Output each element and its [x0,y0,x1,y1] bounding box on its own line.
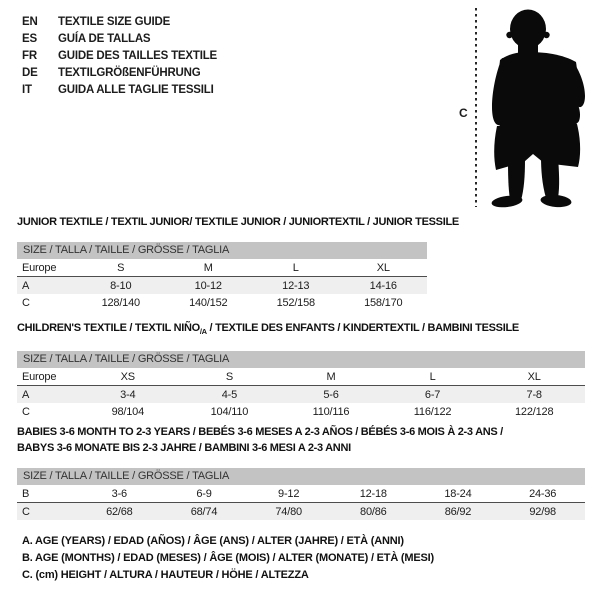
table-cell: 80/86 [360,505,387,518]
table-cell: 4-5 [221,388,238,401]
size-table [17,368,585,420]
table-cell: 24-36 [500,485,585,503]
table-cell: 122/128 [515,405,554,418]
table-title [17,322,585,338]
table-cell: XS [77,368,179,386]
size-header-bar: SIZE / TALLA / TAILLE / GRÖSSE / TAGLIA [17,242,427,259]
table-cell: 3-4 [120,388,136,401]
language-row [22,82,217,99]
table-cell: 9-12 [246,485,331,503]
legend-line-a: A. AGE (YEARS) / EDAD (AÑOS) / ÂGE (ANS) / ALTER (JAHRE) / ETÀ (ANNI) [22,535,404,547]
table-cell: 86/92 [444,505,472,518]
size-header-bar: SIZE / TALLA / TAILLE / GRÖSSE / TAGLIA [17,351,585,368]
table-row [17,277,427,295]
table-cell: 5-6 [323,388,339,401]
language-row [22,65,217,82]
table-title-text: JUNIOR TEXTILE / TEXTIL JUNIOR/ TEXTILE JUNIOR / JUNIORTEXTIL / JUNIOR TESSILE [17,216,459,228]
table-title-text: CHILDREN'S TEXTILE / TEXTIL NIÑO [17,322,200,334]
table-cell: 158/170 [364,296,403,309]
table-cell: XL [483,368,585,386]
row-label: C [22,505,30,518]
row-label: C [22,296,30,309]
table-cell: 140/152 [189,296,228,309]
language-code: FR [22,50,37,62]
table-cell: 8-10 [110,279,132,292]
legend-line-b: B. AGE (MONTHS) / EDAD (MESES) / ÂGE (MOIS) / ALTER (MONATE) / ETÀ (MESI) [22,552,434,564]
size-table [17,485,585,520]
table-row [17,503,585,521]
table-cell: M [165,259,253,277]
language-title: TEXTILE SIZE GUIDE [58,16,171,28]
table-cell: 92/98 [529,505,556,518]
table-cell: 6-9 [162,485,247,503]
table-cell: L [252,259,340,277]
table-cell: 68/74 [190,505,218,518]
table-cell: 14-16 [369,279,397,292]
table-cell: 128/140 [101,296,140,309]
table-cell: 12-18 [331,485,416,503]
table-cell: 3-6 [77,485,162,503]
table-cell: XL [340,259,428,277]
table-cell: 12-13 [282,279,310,292]
table-cell: 62/68 [106,505,133,518]
table-cell: 152/158 [276,296,315,309]
table-cell: 10-12 [194,279,222,292]
row-label: A [22,388,30,401]
language-code: ES [22,33,37,45]
table-cell: 104/110 [210,405,249,418]
babies-table-section [17,426,585,520]
table-cell: S [179,368,281,386]
table-cell: 6-7 [424,388,441,401]
table-title-text: / TEXTILE DES ENFANTS / KINDERTEXTIL / BAMBINI TESSILE [206,322,519,334]
table-row [17,294,427,311]
table-row [17,259,427,277]
language-title: TEXTILGRÖßENFÜHRUNG [58,67,201,79]
height-measure-label: C [459,106,468,120]
table-row [17,485,585,503]
table-cell: 7-8 [526,388,542,401]
table-row [17,403,585,420]
table-cell: L [382,368,484,386]
table-cell: 116/122 [413,405,452,418]
table-cell: S [77,259,165,277]
table-title-sub: /A [199,327,207,337]
language-code: IT [22,84,32,96]
row-label: C [22,405,30,418]
row-label: A [22,279,30,292]
table-cell: 74/80 [275,505,302,518]
table-row [17,368,585,386]
row-label: Europe [17,259,77,277]
measurement-legend [22,533,434,584]
language-row [22,14,217,31]
table-row [17,386,585,404]
language-code: DE [22,67,38,79]
size-table [17,259,427,311]
baby-silhouette-image [455,5,595,210]
table-title-line2: BABYS 3-6 MONATE BIS 2-3 JAHRE / BAMBINI 3-6 MESI A 2-3 ANNI [17,442,351,455]
table-title [17,216,459,232]
language-row [22,48,217,65]
size-header-bar: SIZE / TALLA / TAILLE / GRÖSSE / TAGLIA [17,468,585,485]
language-title-list [22,14,217,99]
table-cell: 110/116 [312,405,350,418]
language-title: GUIDE DES TAILLES TEXTILE [58,50,217,62]
junior-table-section [17,216,459,311]
table-title-text: BABIES 3-6 MONTH TO 2-3 YEARS / BEBÉS 3-6 MESES A 2-3 AÑOS / BÉBÉS 3-6 MOIS À 2-3 ANS / [17,426,503,438]
baby-silhouette-shape [491,10,585,209]
table-cell: M [280,368,382,386]
row-label: Europe [17,368,77,386]
language-title: GUIDA ALLE TAGLIE TESSILI [58,84,214,96]
language-title: GUÍA DE TALLAS [58,33,151,45]
table-cell: 18-24 [416,485,501,503]
language-row [22,31,217,48]
legend-line-c: C. (cm) HEIGHT / ALTURA / HAUTEUR / HÖHE / ALTEZZA [22,569,309,581]
table-cell: 98/104 [111,405,145,418]
language-code: EN [22,16,38,28]
children-table-section [17,322,585,420]
row-label: B [17,485,77,503]
table-title [17,426,585,455]
